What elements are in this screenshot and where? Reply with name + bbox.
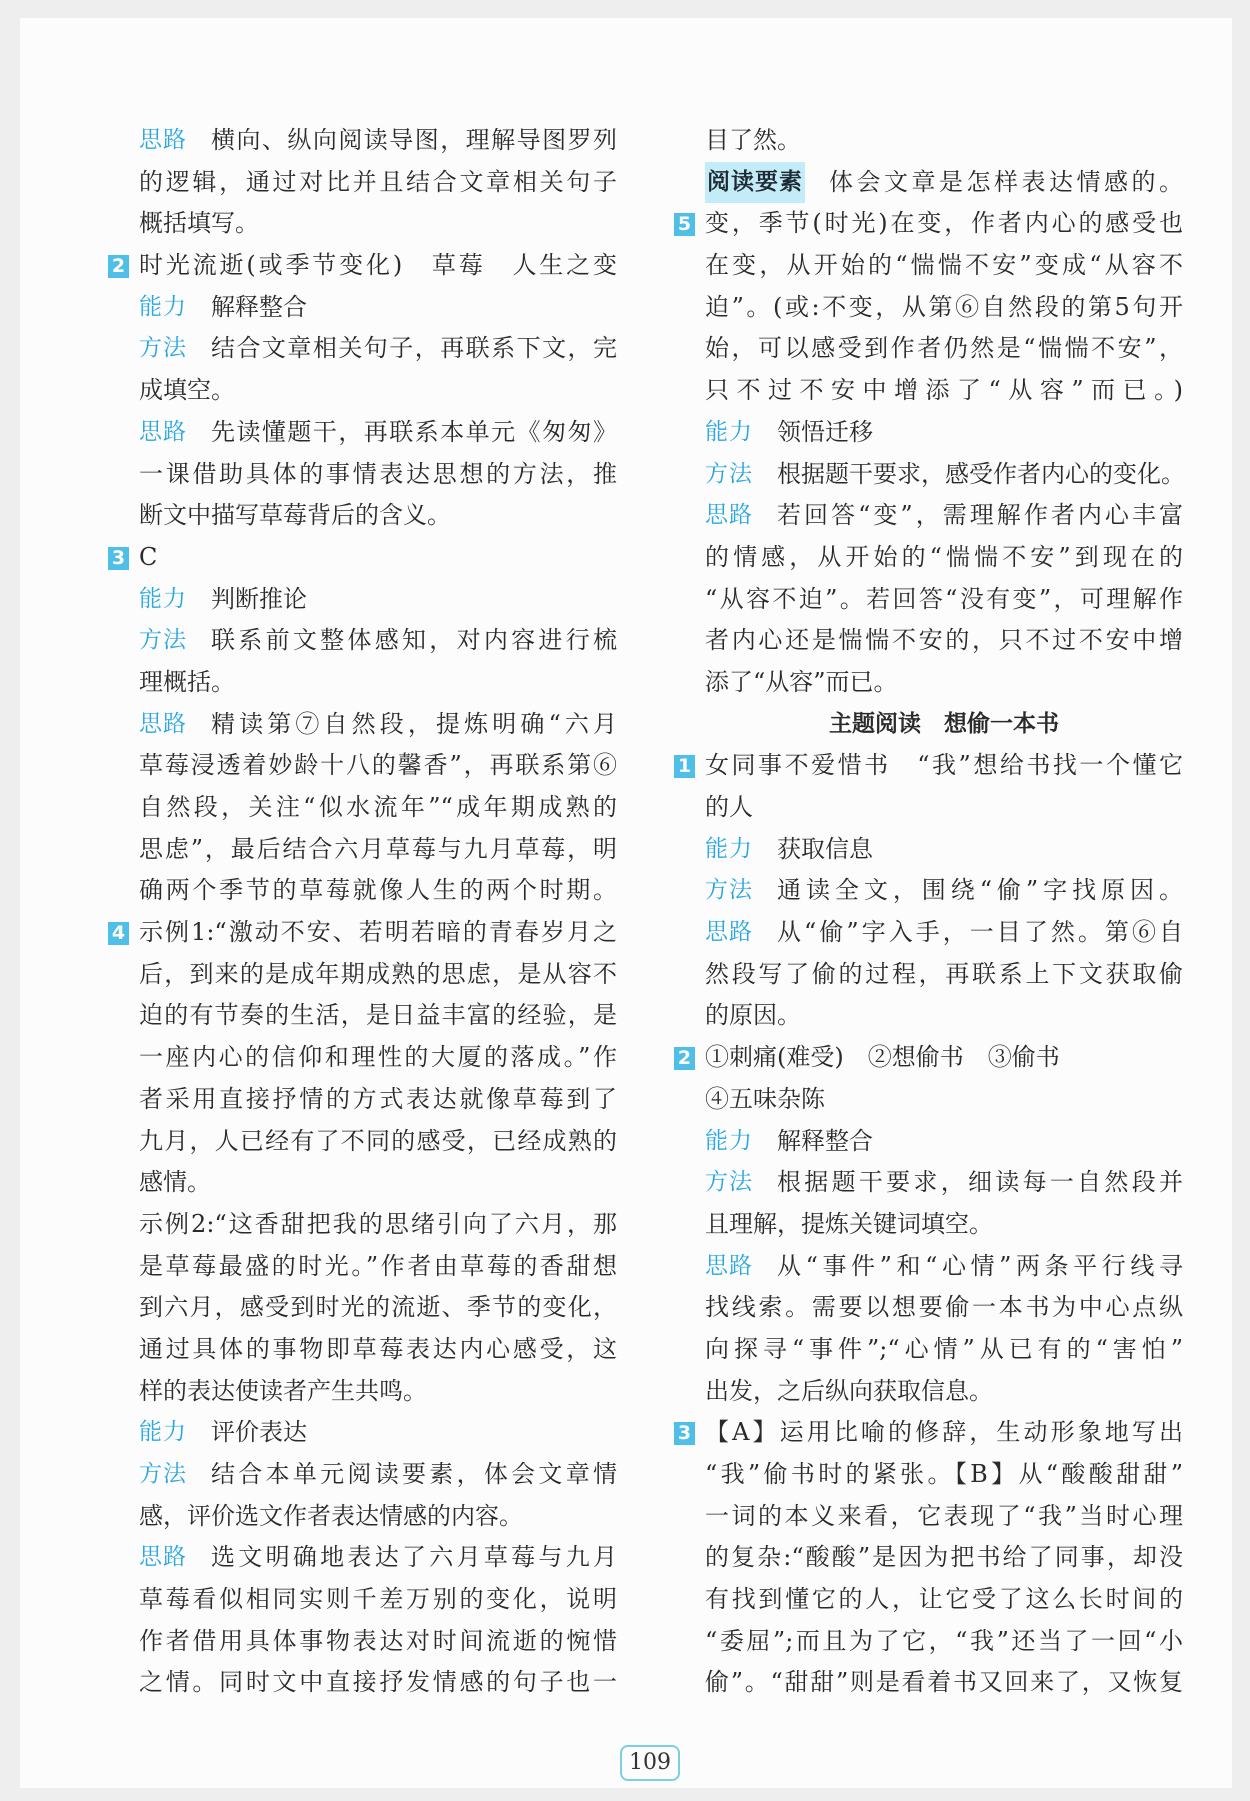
- text-line: [705, 1162, 1183, 1204]
- line-text: 领悟迁移: [777, 417, 873, 446]
- text-line: [677, 745, 1183, 787]
- line-text: 一座内心的信仰和理性的大厦的落成。”作: [139, 1043, 617, 1072]
- line-text: 解释整合: [211, 292, 307, 321]
- text-line: [139, 995, 617, 1037]
- text-line: [139, 120, 617, 162]
- line-text: 且理解，提炼关键词填空。: [705, 1209, 993, 1238]
- text-line: [705, 912, 1183, 954]
- text-line: [139, 662, 617, 704]
- category-label: 方法: [705, 1169, 753, 1196]
- line-text: 后，到来的是成年期成熟的思虑，是从容不: [139, 959, 617, 988]
- text-line: [139, 454, 617, 496]
- text-line: [705, 120, 1183, 162]
- text-line: [139, 1496, 617, 1538]
- question-number-badge: 2: [108, 255, 129, 278]
- line-text: 若回答“变”，需理解作者内心丰富: [777, 501, 1183, 530]
- line-text: 然段写了偷的过程，再联系上下文获取偷: [705, 959, 1183, 988]
- text-line: [139, 1579, 617, 1621]
- line-text: 体会文章是怎样表达情感的。: [829, 167, 1183, 196]
- line-text: “从容不迫”。若回答“没有变”，可理解作: [705, 584, 1183, 613]
- line-text: 作者借用具体事物表达对时间流逝的惋惜: [139, 1626, 617, 1655]
- category-label: 方法: [705, 877, 753, 904]
- text-line: [705, 870, 1183, 912]
- text-line: [139, 745, 617, 787]
- line-text: 找线索。需要以想要偷一本书为中心点纵: [705, 1293, 1183, 1322]
- line-text: 时光流逝(或季节变化) 草莓 人生之变: [139, 251, 617, 280]
- text-line: [139, 829, 617, 871]
- category-label: 思路: [705, 919, 753, 946]
- category-label: 思路: [139, 418, 187, 445]
- line-text: 通过具体的事物即草莓表达内心感受，这: [139, 1334, 617, 1363]
- category-label: 思路: [705, 1252, 753, 1279]
- text-line: [705, 495, 1183, 537]
- text-line: [677, 1412, 1183, 1454]
- text-line: [705, 1287, 1183, 1329]
- line-text: 九月，人已经有了不同的感受，已经成熟的: [139, 1126, 617, 1155]
- text-line: [139, 1121, 617, 1163]
- line-text: 感情。: [139, 1168, 211, 1197]
- line-text: 女同事不爱惜书 “我”想给书找一个懂它: [705, 751, 1183, 780]
- text-line: [705, 787, 1183, 829]
- line-text: 迫”。(或:不变，从第⑥自然段的第5句开: [705, 292, 1183, 321]
- question-number-badge: 1: [674, 755, 695, 778]
- text-line: [139, 1371, 617, 1413]
- text-line: [705, 1329, 1183, 1371]
- text-line: [139, 495, 617, 537]
- answer-page: [20, 18, 1232, 1788]
- line-text: 有找到懂它的人，让它受了这么长时间的: [705, 1585, 1183, 1614]
- text-line: [705, 995, 1183, 1037]
- line-text: 向探寻“事件”;“心情”从已有的“害怕”: [705, 1334, 1183, 1363]
- text-line: [705, 1662, 1183, 1704]
- line-text: 【A】运用比喻的修辞，生动形象地写出: [705, 1418, 1183, 1447]
- line-text: 的情感，从开始的“惴惴不安”到现在的: [705, 542, 1183, 571]
- text-line: [139, 1246, 617, 1288]
- text-line: [139, 1037, 617, 1079]
- text-line: [705, 1371, 1183, 1413]
- text-line: [139, 328, 617, 370]
- text-line: [705, 1121, 1183, 1163]
- text-line: [139, 1204, 617, 1246]
- text-line: [705, 328, 1183, 370]
- line-text: 者采用直接抒情的方式表达就像草莓到了: [139, 1084, 617, 1113]
- text-line: [705, 954, 1183, 996]
- text-line: [139, 787, 617, 829]
- line-text: 样的表达使读者产生共鸣。: [139, 1376, 427, 1405]
- text-line: [139, 1079, 617, 1121]
- text-line: [705, 412, 1183, 454]
- line-text: 结合文章相关句子，再联系下文，完: [211, 334, 617, 363]
- line-text: 通读全文，围绕“偷”字找原因。: [777, 876, 1183, 905]
- line-text: 先读懂题干，再联系本单元《匆匆》: [211, 417, 617, 446]
- line-text: 横向、纵向阅读导图，理解导图罗列: [211, 126, 617, 154]
- section-title-text: 主题阅读 想偷一本书: [829, 710, 1059, 737]
- text-line: [705, 1454, 1183, 1496]
- line-text: 草莓浸透着妙龄十八的馨香”，再联系第⑥: [139, 751, 617, 780]
- line-text: 只不过不安中增添了“从容”而已。): [705, 376, 1183, 405]
- line-text: 出发，之后纵向获取信息。: [705, 1376, 993, 1405]
- question-number-badge: 3: [674, 1422, 695, 1445]
- text-line: [705, 537, 1183, 579]
- line-text: C: [139, 542, 158, 571]
- line-text: 的复杂:“酸酸”是因为把书给了同事，却没: [705, 1543, 1183, 1572]
- line-text: 之情。同时文中直接抒发情感的句子也一: [139, 1668, 617, 1697]
- line-text: 从“事件”和“心情”两条平行线寻: [777, 1251, 1183, 1280]
- line-text: 根据题干要求，细读每一自然段并: [777, 1168, 1183, 1197]
- text-line: [705, 454, 1183, 496]
- line-text: 偷”。“甜甜”则是看着书又回来了，又恢复: [705, 1668, 1183, 1697]
- line-text: 确两个季节的草莓就像人生的两个时期。: [139, 876, 617, 905]
- line-text: 精读第⑦自然段，提炼明确“六月: [211, 709, 617, 738]
- line-text: 迫的有节奏的生活，是日益丰富的经验，是: [139, 1001, 617, 1030]
- line-text: 的人: [705, 793, 753, 821]
- text-line: [677, 203, 1183, 245]
- text-line: [139, 704, 617, 746]
- text-line: [677, 1037, 1183, 1079]
- text-line: [705, 1537, 1183, 1579]
- line-text: 理概括。: [139, 667, 235, 696]
- line-text: 判断推论: [211, 584, 307, 613]
- category-label: 方法: [139, 335, 187, 362]
- line-text: 一课借助具体的事情表达思想的方法，推: [139, 459, 617, 488]
- line-text: 在变，从开始的“惴惴不安”变成“从容不: [705, 251, 1183, 280]
- line-text: 是草莓最盛的时光。”作者由草莓的香甜想: [139, 1251, 617, 1280]
- text-line: [139, 287, 617, 329]
- text-line: [705, 162, 1183, 204]
- text-line: [705, 1579, 1183, 1621]
- line-text: 草莓看似相同实则千差万别的变化，说明: [139, 1585, 617, 1614]
- line-text: 示例2:“这香甜把我的思绪引向了六月，那: [139, 1209, 617, 1238]
- category-label: 方法: [705, 460, 753, 487]
- category-label: 能力: [705, 418, 753, 445]
- line-text: 者内心还是惴惴不安的，只不过不安中增: [705, 626, 1183, 655]
- category-label: 思路: [705, 502, 753, 529]
- question-number-badge: 3: [108, 547, 129, 570]
- line-text: 思虑”，最后结合六月草莓与九月草莓，明: [139, 834, 617, 863]
- category-label: 阅读要素: [705, 162, 805, 204]
- line-text: ①刺痛(难受) ②想偷书 ③偷书: [705, 1043, 1060, 1072]
- left-column: [111, 120, 617, 1704]
- category-label: 能力: [139, 1419, 187, 1446]
- category-label: 能力: [139, 585, 187, 612]
- text-line: [705, 370, 1183, 412]
- line-text: 的原因。: [705, 1001, 801, 1030]
- question-number-badge: 5: [674, 213, 695, 236]
- section-title: [705, 704, 1183, 746]
- text-line: [139, 162, 617, 204]
- text-line: [705, 1621, 1183, 1663]
- text-line: [139, 1537, 617, 1579]
- text-line: [139, 1412, 617, 1454]
- text-line: [139, 579, 617, 621]
- category-label: 思路: [139, 710, 187, 737]
- line-text: 选文明确地表达了六月草莓与九月: [211, 1543, 617, 1572]
- category-label: 思路: [139, 1544, 187, 1571]
- line-text: 成填空。: [139, 376, 235, 405]
- line-text: 的逻辑，通过对比并且结合文章相关句子: [139, 167, 617, 196]
- line-text: 自然段，关注“似水流年”“成年期成熟的: [139, 793, 617, 821]
- line-text: 示例1:“激动不安、若明若暗的青春岁月之: [139, 918, 617, 947]
- line-text: 感，评价选文作者表达情感的内容。: [139, 1501, 523, 1530]
- text-line: [705, 1246, 1183, 1288]
- line-text: 解释整合: [777, 1126, 873, 1155]
- category-label: 思路: [139, 127, 187, 153]
- text-line: [705, 1079, 1183, 1121]
- text-line: [139, 1454, 617, 1496]
- text-line: [139, 620, 617, 662]
- category-label: 能力: [139, 293, 187, 320]
- text-line: [705, 1204, 1183, 1246]
- line-text: 获取信息: [777, 834, 873, 863]
- text-line: [705, 1496, 1183, 1538]
- line-text: 断文中描写草莓背后的含义。: [139, 501, 451, 530]
- text-line: [111, 912, 617, 954]
- text-line: [139, 1162, 617, 1204]
- question-number-badge: 2: [674, 1047, 695, 1070]
- line-text: “委屈”;而且为了它，“我”还当了一回“小: [705, 1626, 1183, 1655]
- line-text: 评价表达: [211, 1418, 307, 1447]
- text-line: [139, 370, 617, 412]
- text-line: [705, 245, 1183, 287]
- line-text: 始，可以感受到作者仍然是“惴惴不安”，: [705, 334, 1183, 363]
- line-text: 变，季节(时光)在变，作者内心的感受也: [705, 209, 1183, 238]
- line-text: 结合本单元阅读要素，体会文章情: [211, 1460, 617, 1488]
- text-line: [111, 537, 617, 579]
- text-line: [705, 829, 1183, 871]
- text-line: [139, 1662, 617, 1704]
- text-line: [111, 245, 617, 287]
- line-text: 从“偷”字入手，一目了然。第⑥自: [777, 918, 1183, 947]
- right-column: [677, 120, 1185, 1704]
- text-line: [705, 662, 1183, 704]
- category-label: 能力: [705, 1127, 753, 1154]
- line-text: 添了“从容”而已。: [705, 667, 898, 696]
- category-label: 能力: [705, 835, 753, 862]
- text-line: [139, 1621, 617, 1663]
- line-text: “我”偷书时的紧张。【B】从“酸酸甜甜”: [705, 1460, 1183, 1488]
- text-line: [139, 412, 617, 454]
- line-text: 联系前文整体感知，对内容进行梳: [211, 626, 617, 655]
- text-line: [139, 203, 617, 245]
- text-line: [139, 954, 617, 996]
- text-line: [705, 620, 1183, 662]
- line-text: 根据题干要求，感受作者内心的变化。: [777, 459, 1185, 488]
- line-text: 目了然。: [705, 126, 801, 154]
- text-line: [705, 579, 1183, 621]
- text-line: [139, 1287, 617, 1329]
- line-text: 到六月，感受到时光的流逝、季节的变化，: [139, 1293, 617, 1322]
- category-label: 方法: [139, 1461, 187, 1487]
- question-number-badge: 4: [108, 922, 129, 945]
- text-line: [705, 287, 1183, 329]
- category-label: 方法: [139, 627, 187, 654]
- page-number: 109: [620, 1745, 680, 1781]
- text-line: [139, 1329, 617, 1371]
- line-text: 概括填写。: [139, 209, 259, 238]
- line-text: 一词的本义来看，它表现了“我”当时心理: [705, 1501, 1183, 1530]
- line-text: ④五味杂陈: [705, 1084, 825, 1113]
- text-line: [139, 870, 617, 912]
